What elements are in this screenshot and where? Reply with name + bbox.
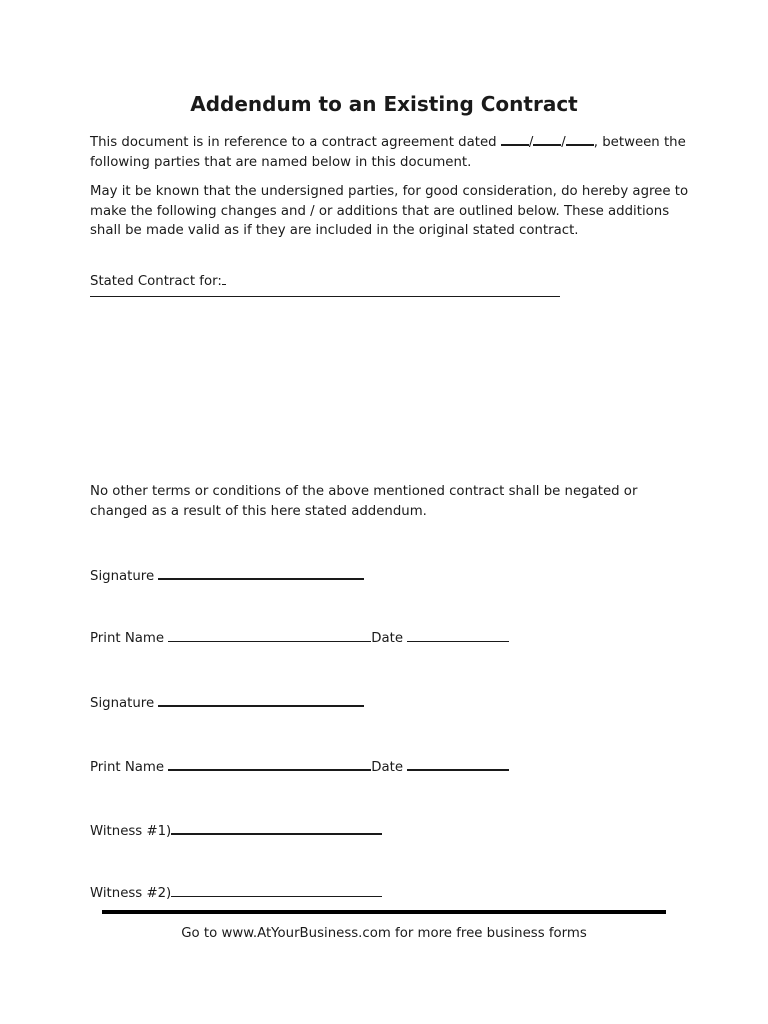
witness-2-row: [90, 884, 382, 903]
witness-2-line[interactable]: [171, 884, 382, 897]
date-day-blank[interactable]: [533, 132, 561, 146]
stated-contract-line[interactable]: [90, 296, 560, 297]
print-name-2-row: [90, 757, 509, 777]
footer-divider: [102, 910, 666, 914]
print-name-1-row: [90, 629, 509, 648]
signature-2-row: [90, 693, 364, 713]
signature-1-label: Signature: [90, 569, 155, 584]
footer-text: Go to www.AtYourBusiness.com for more free business forms: [181, 926, 587, 941]
stated-contract-row: [90, 272, 226, 291]
print-name-2-label: Print Name: [90, 760, 165, 775]
witness-1-row: [90, 821, 382, 841]
witness-1-label: Witness #1): [90, 824, 172, 839]
date-separator-2: /: [561, 135, 566, 150]
signature-2-line[interactable]: [158, 693, 364, 707]
date-year-blank[interactable]: [566, 132, 594, 146]
document-title: Addendum to an Existing Contract: [190, 92, 578, 116]
date-month-blank[interactable]: [501, 132, 529, 146]
print-name-1-label: Print Name: [90, 631, 165, 646]
intro-after-date: , between the following parties that are named below in this document.: [90, 135, 686, 170]
date-1-line[interactable]: [407, 629, 509, 642]
stated-contract-label: Stated Contract for:: [90, 274, 222, 289]
print-name-1-line[interactable]: [168, 629, 371, 642]
no-other-terms-paragraph: No other terms or conditions of the above mentioned contract shall be negated or changed as a result of this here stated addendum.: [90, 484, 638, 519]
date-separator-1: /: [528, 135, 534, 150]
print-name-2-line[interactable]: [168, 757, 371, 771]
date-1-label: Date: [371, 631, 404, 646]
stated-contract-short-blank: [222, 272, 226, 285]
intro-before-date: This document is in reference to a contract agreement dated: [90, 135, 501, 150]
signature-1-line[interactable]: [158, 566, 364, 580]
witness-1-line[interactable]: [171, 821, 382, 835]
signature-1-row: [90, 566, 364, 586]
witness-2-label: Witness #2): [90, 886, 172, 901]
consideration-paragraph: May it be known that the undersigned parties, for good consideration, do hereby agree to make the following changes and / or additions that are outlined below. These additions shall be made valid as if they are included in the original stated contract.: [90, 184, 689, 238]
signature-2-label: Signature: [90, 696, 155, 711]
intro-paragraph: [90, 132, 690, 172]
date-2-line[interactable]: [407, 757, 509, 771]
date-2-label: Date: [371, 760, 404, 775]
